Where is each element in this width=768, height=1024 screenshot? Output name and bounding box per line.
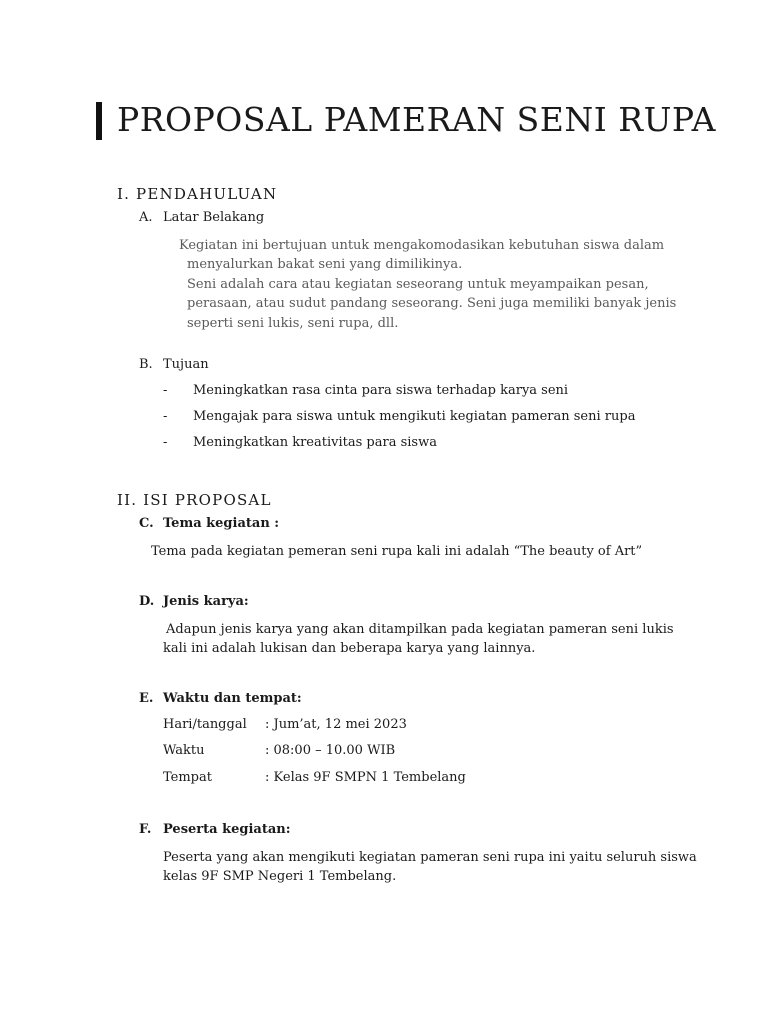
item-letter-e: E. <box>139 691 154 706</box>
item-letter-a: A. <box>139 210 153 225</box>
item-label-waktu-tempat: Waktu dan tempat: <box>163 691 302 706</box>
paragraph-line: Adapun jenis karya yang akan ditampilkan pada kegiatan pameran seni lukis <box>166 622 674 637</box>
paragraph-line: Tema pada kegiatan pemeran seni rupa kali ini adalah “The beauty of Art” <box>151 544 643 559</box>
detail-key: Tempat <box>163 770 212 785</box>
detail-value: : 08:00 – 10.00 WIB <box>265 743 396 758</box>
paragraph-line: kali ini adalah lukisan dan beberapa karya yang lainnya. <box>163 641 536 656</box>
detail-key: Waktu <box>163 743 205 758</box>
item-letter-b: B. <box>139 357 153 372</box>
paragraph-line: Peserta yang akan mengikuti kegiatan pameran seni rupa ini yaitu seluruh siswa <box>163 850 697 865</box>
bullet-item: Meningkatkan rasa cinta para siswa terhadap karya seni <box>193 383 569 398</box>
paragraph-line: menyalurkan bakat seni yang dimilikinya. <box>187 257 463 272</box>
page-title: PROPOSAL PAMERAN SENI RUPA <box>117 100 716 139</box>
detail-value: : Kelas 9F SMPN 1 Tembelang <box>265 770 466 785</box>
item-label-tema-kegiatan: Tema kegiatan : <box>163 516 280 531</box>
paragraph-line: seperti seni lukis, seni rupa, dll. <box>187 316 399 331</box>
item-letter-d: D. <box>139 594 155 609</box>
detail-value: : Jum’at, 12 mei 2023 <box>265 717 407 732</box>
item-label-jenis-karya: Jenis karya: <box>163 594 249 609</box>
title-accent-bar <box>96 102 102 140</box>
section-heading-isi-proposal: II. ISI PROPOSAL <box>117 491 272 509</box>
bullet-dash: - <box>163 435 168 450</box>
paragraph-line: Seni adalah cara atau kegiatan seseorang untuk meyampaikan pesan, <box>187 277 649 292</box>
detail-key: Hari/tanggal <box>163 717 247 732</box>
paragraph-line: Kegiatan ini bertujuan untuk mengakomodasikan kebutuhan siswa dalam <box>179 238 665 253</box>
bullet-item: Mengajak para siswa untuk mengikuti kegiatan pameran seni rupa <box>193 409 636 424</box>
item-label-peserta-kegiatan: Peserta kegiatan: <box>163 822 291 837</box>
item-letter-f: F. <box>139 822 152 837</box>
bullet-item: Meningkatkan kreativitas para siswa <box>193 435 437 450</box>
item-label-latar-belakang: Latar Belakang <box>163 210 265 225</box>
paragraph-line: perasaan, atau sudut pandang seseorang. Seni juga memiliki banyak jenis <box>187 296 677 311</box>
bullet-dash: - <box>163 409 168 424</box>
item-label-tujuan: Tujuan <box>163 357 209 372</box>
paragraph-line: kelas 9F SMP Negeri 1 Tembelang. <box>163 869 397 884</box>
section-heading-pendahuluan: I. PENDAHULUAN <box>117 185 278 203</box>
bullet-dash: - <box>163 383 168 398</box>
item-letter-c: C. <box>139 516 154 531</box>
